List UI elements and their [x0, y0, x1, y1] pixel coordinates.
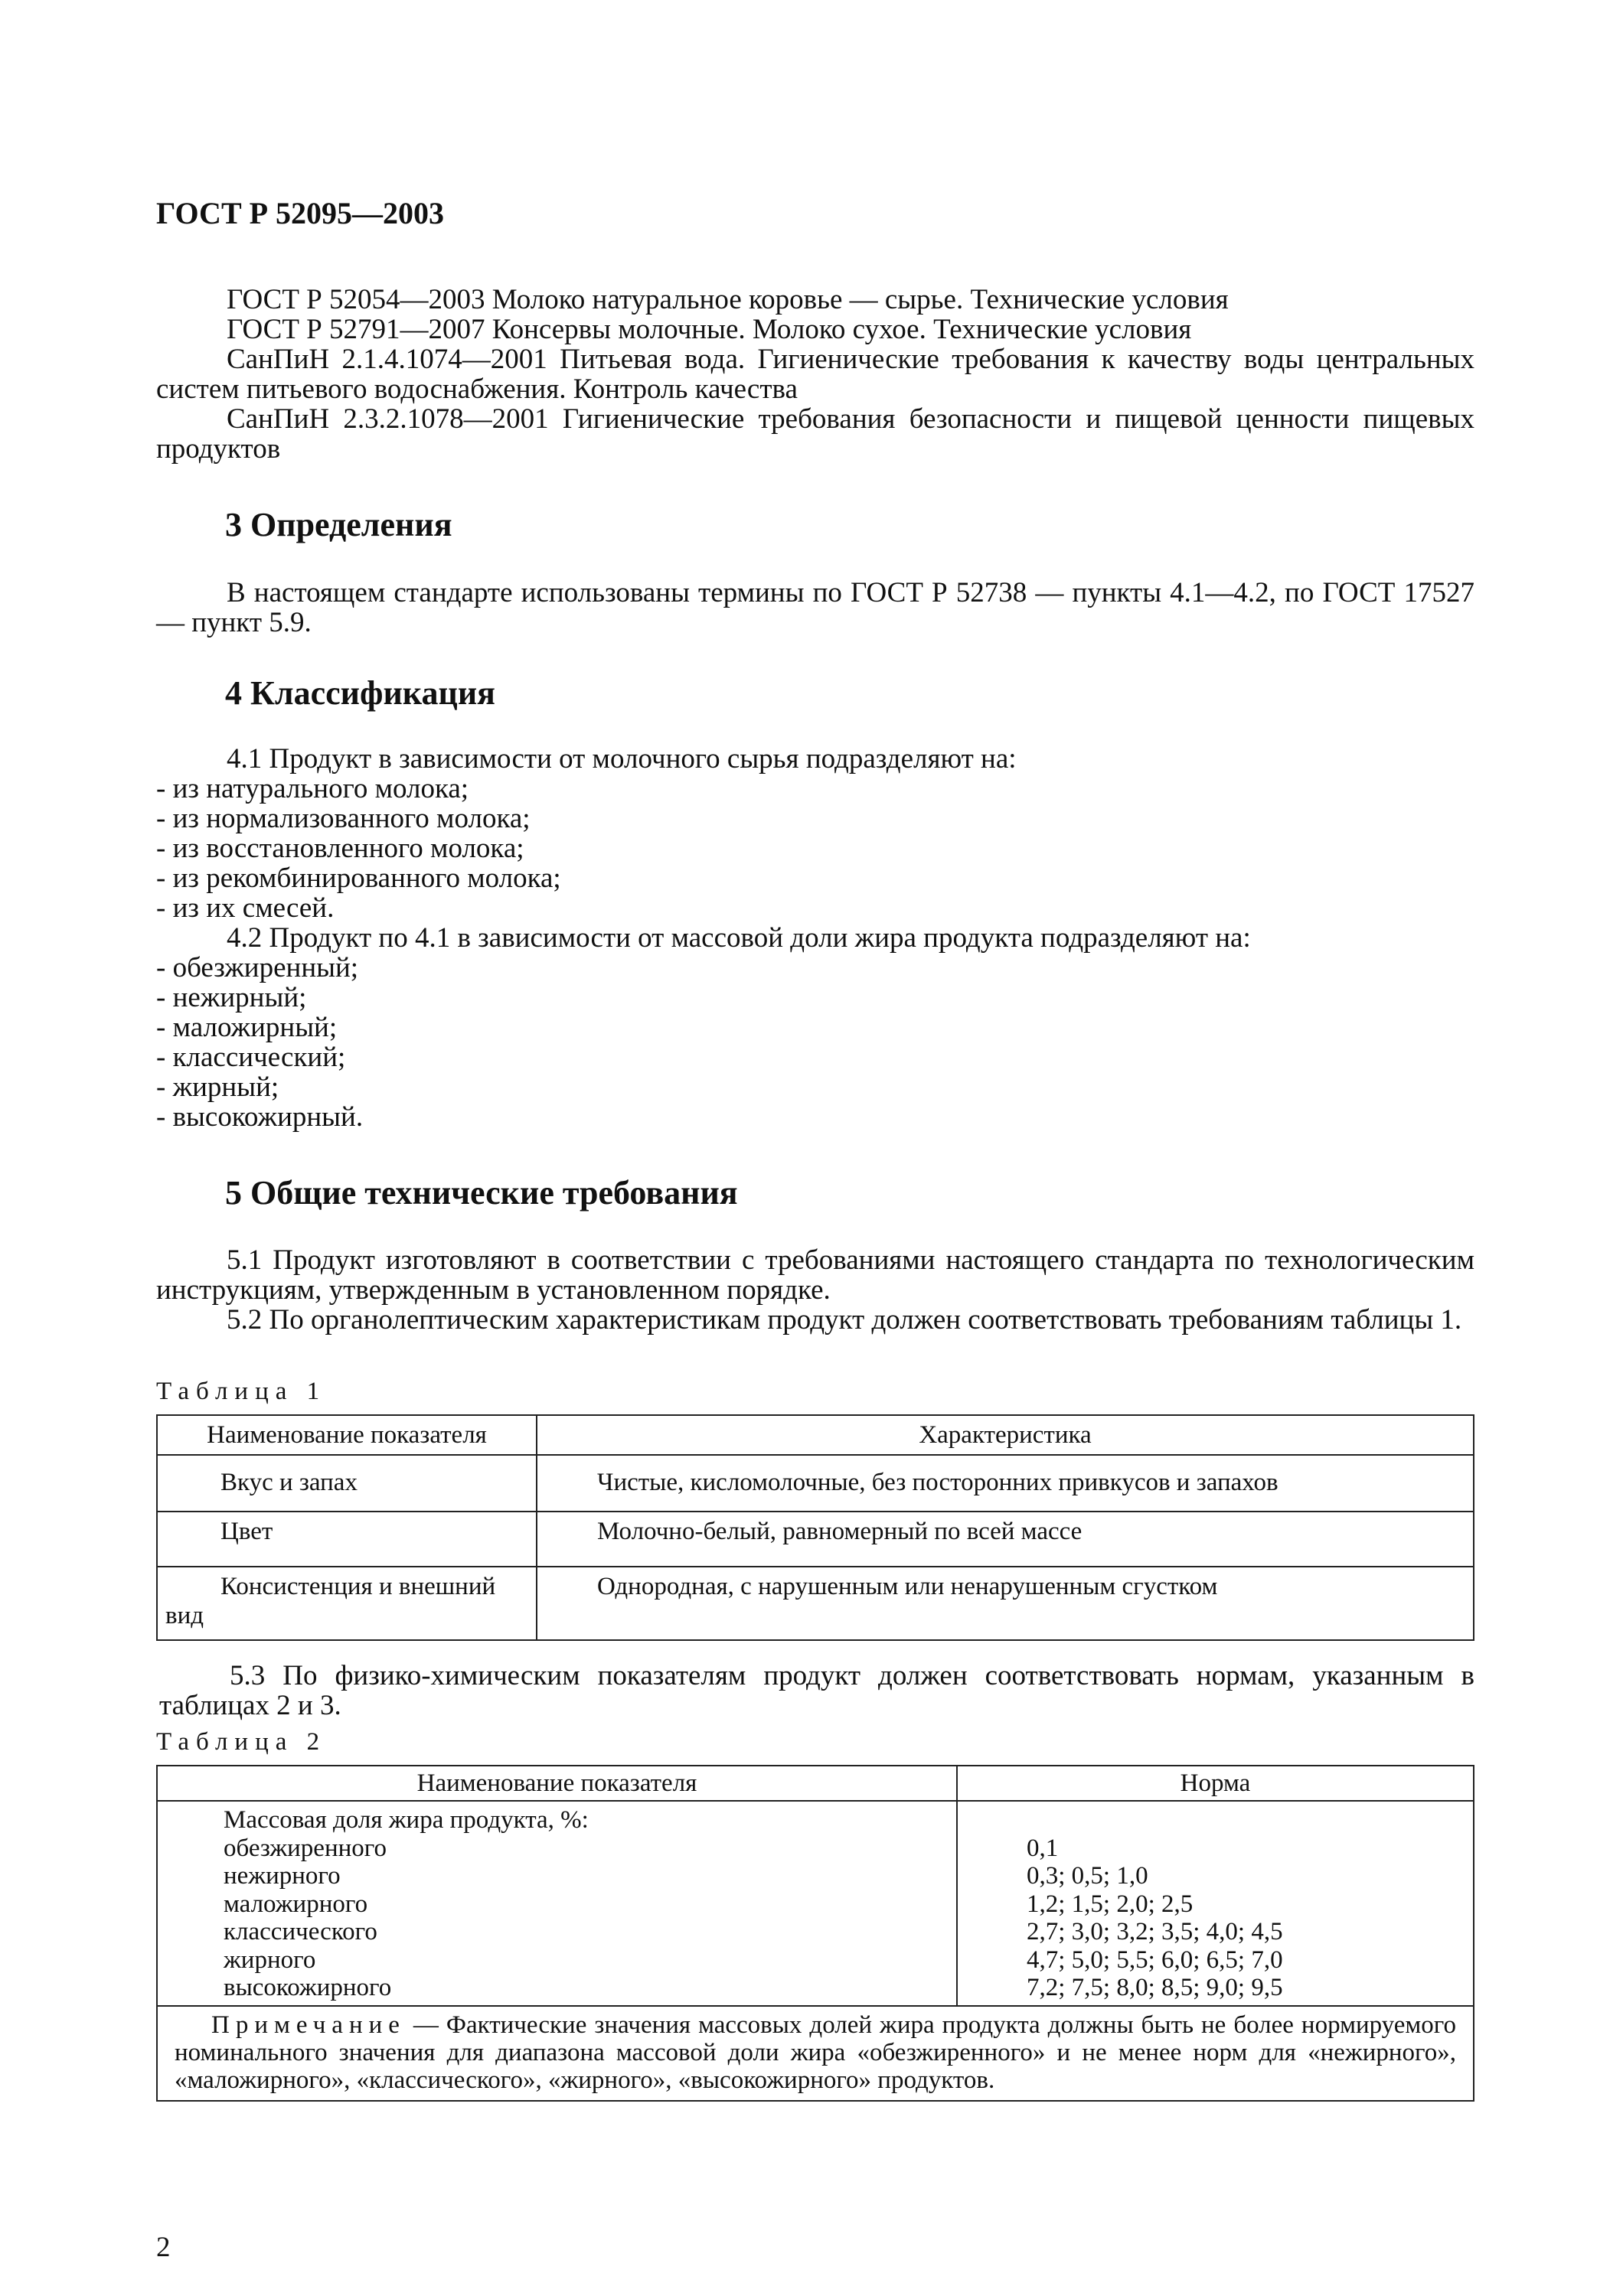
reference-item: ГОСТ Р 52054—2003 Молоко натуральное коровье — сырье. Технические условия — [227, 284, 1229, 315]
table-cell: Консистенция и внешний вид — [157, 1567, 537, 1640]
table-cell: Молочно-белый, равномерный по всей массе — [537, 1512, 1474, 1567]
list-item: - из их смесей. — [156, 892, 335, 924]
section-5-paragraph-2: 5.2 По органолептическим характеристикам продукт должен соответствовать требованиям таблицы 1. — [227, 1304, 1462, 1336]
table-cell: Однородная, с нарушенным или ненарушенным сгустком — [537, 1567, 1474, 1640]
section-3-body — [156, 578, 1474, 638]
table-2-caption: Таблица 2 — [156, 1728, 327, 1756]
table-header-cell: Наименование показателя — [157, 1415, 537, 1455]
norm-value: 2,7; 3,0; 3,2; 3,5; 4,0; 4,5 — [1027, 1918, 1283, 1945]
list-item: - нежирный; — [156, 982, 307, 1013]
table-1 — [156, 1414, 1474, 1641]
table-cell: Цвет — [157, 1512, 537, 1567]
page-number: 2 — [156, 2232, 171, 2263]
note-text: — Фактические значения массовых долей жира продукта должны быть не более нормируемого номинального значения для диапазона массовой доли жира «обезжиренного» и не менее норм для «нежирного», «маложирного», «классического», «жирного», «высокожирного» продуктов. — [175, 2011, 1456, 2094]
note-label: Примечание — [211, 2011, 406, 2039]
section-3-text: В настоящем стандарте использованы термины по ГОСТ Р 52738 — пункты 4.1—4.2, по ГОСТ 17527 — пункт 5.9. — [156, 577, 1474, 638]
list-item: маложирного — [224, 1890, 368, 1918]
reference-item: СанПиН 2.1.4.1074—2001 Питьевая вода. Гигиенические требования к качеству воды центральных систем питьевого водоснабжения. Контроль качества — [156, 344, 1474, 405]
list-item: - маложирный; — [156, 1012, 338, 1043]
norm-value: 7,2; 7,5; 8,0; 8,5; 9,0; 9,5 — [1027, 1974, 1283, 2001]
section-4-paragraph-2: 4.2 Продукт по 4.1 в зависимости от массовой доли жира продукта подразделяют на: — [227, 922, 1251, 954]
group-title: Массовая доля жира продукта, %: — [224, 1806, 589, 1834]
list-item: - из рекомбинированного молока; — [156, 863, 561, 894]
section-5-paragraph-3: 5.3 По физико-химическим показателям продукт должен соответствовать нормам, указанным в таблицах 2 и 3. — [159, 1660, 1474, 1721]
table-cell: Вкус и запах — [157, 1455, 537, 1512]
table-row — [157, 1801, 1474, 2006]
section-4-paragraph-1: 4.1 Продукт в зависимости от молочного сырья подразделяют на: — [227, 743, 1017, 775]
norm-value: 0,1 — [1027, 1834, 1059, 1862]
list-item: классического — [224, 1918, 377, 1945]
list-item: обезжиренного — [224, 1834, 387, 1862]
table-header-row — [157, 1415, 1474, 1455]
table-row — [157, 1512, 1474, 1567]
reference-item: ГОСТ Р 52791—2007 Консервы молочные. Молоко сухое. Технические условия — [227, 314, 1192, 345]
list-item: - классический; — [156, 1042, 346, 1073]
list-item: - из натурального молока; — [156, 773, 469, 804]
section-5-title: 5 Общие технические требования — [225, 1174, 738, 1212]
references-list — [156, 285, 1474, 464]
norm-value: 0,3; 0,5; 1,0 — [1027, 1862, 1148, 1890]
section-5-3-body — [159, 1661, 1474, 1720]
table-header-row — [157, 1766, 1474, 1801]
section-4-body — [156, 744, 1474, 1132]
table-header-cell: Характеристика — [537, 1415, 1474, 1455]
table-note-row — [157, 2006, 1474, 2101]
list-item: - из восстановленного молока; — [156, 833, 524, 864]
document-code-header: ГОСТ Р 52095—2003 — [156, 196, 445, 230]
list-item: высокожирного — [224, 1974, 392, 2001]
section-5-body — [156, 1245, 1474, 1335]
list-item: - жирный; — [156, 1071, 279, 1103]
table-header-cell: Наименование показателя — [157, 1766, 957, 1801]
list-item: жирного — [224, 1945, 316, 1974]
list-item: - высокожирный. — [156, 1101, 364, 1133]
norm-value: 1,2; 1,5; 2,0; 2,5 — [1027, 1890, 1194, 1918]
list-item: - из нормализованного молока; — [156, 803, 531, 834]
reference-item: СанПиН 2.3.2.1078—2001 Гигиенические требования безопасности и пищевой ценности пищевых продуктов — [156, 403, 1474, 465]
section-3-title: 3 Определения — [225, 506, 452, 543]
table-2 — [156, 1765, 1474, 2102]
table-cell — [157, 1801, 957, 2006]
table-row — [157, 1567, 1474, 1640]
section-4-title: 4 Классификация — [225, 674, 495, 712]
table-row — [157, 1455, 1474, 1512]
section-5-paragraph-1: 5.1 Продукт изготовляют в соответствии с требованиями настоящего стандарта по технологическим инструкциям, утвержденным в установленном порядке. — [156, 1244, 1474, 1306]
table-1-caption: Таблица 1 — [156, 1378, 327, 1405]
table-cell — [957, 1801, 1474, 2006]
list-item: - обезжиренный; — [156, 952, 359, 983]
table-header-cell: Норма — [957, 1766, 1474, 1801]
list-item: нежирного — [224, 1862, 341, 1890]
table-cell: Чистые, кисломолочные, без посторонних привкусов и запахов — [537, 1455, 1474, 1512]
table-note — [157, 2006, 1474, 2101]
norm-value: 4,7; 5,0; 5,5; 6,0; 6,5; 7,0 — [1027, 1945, 1283, 1974]
